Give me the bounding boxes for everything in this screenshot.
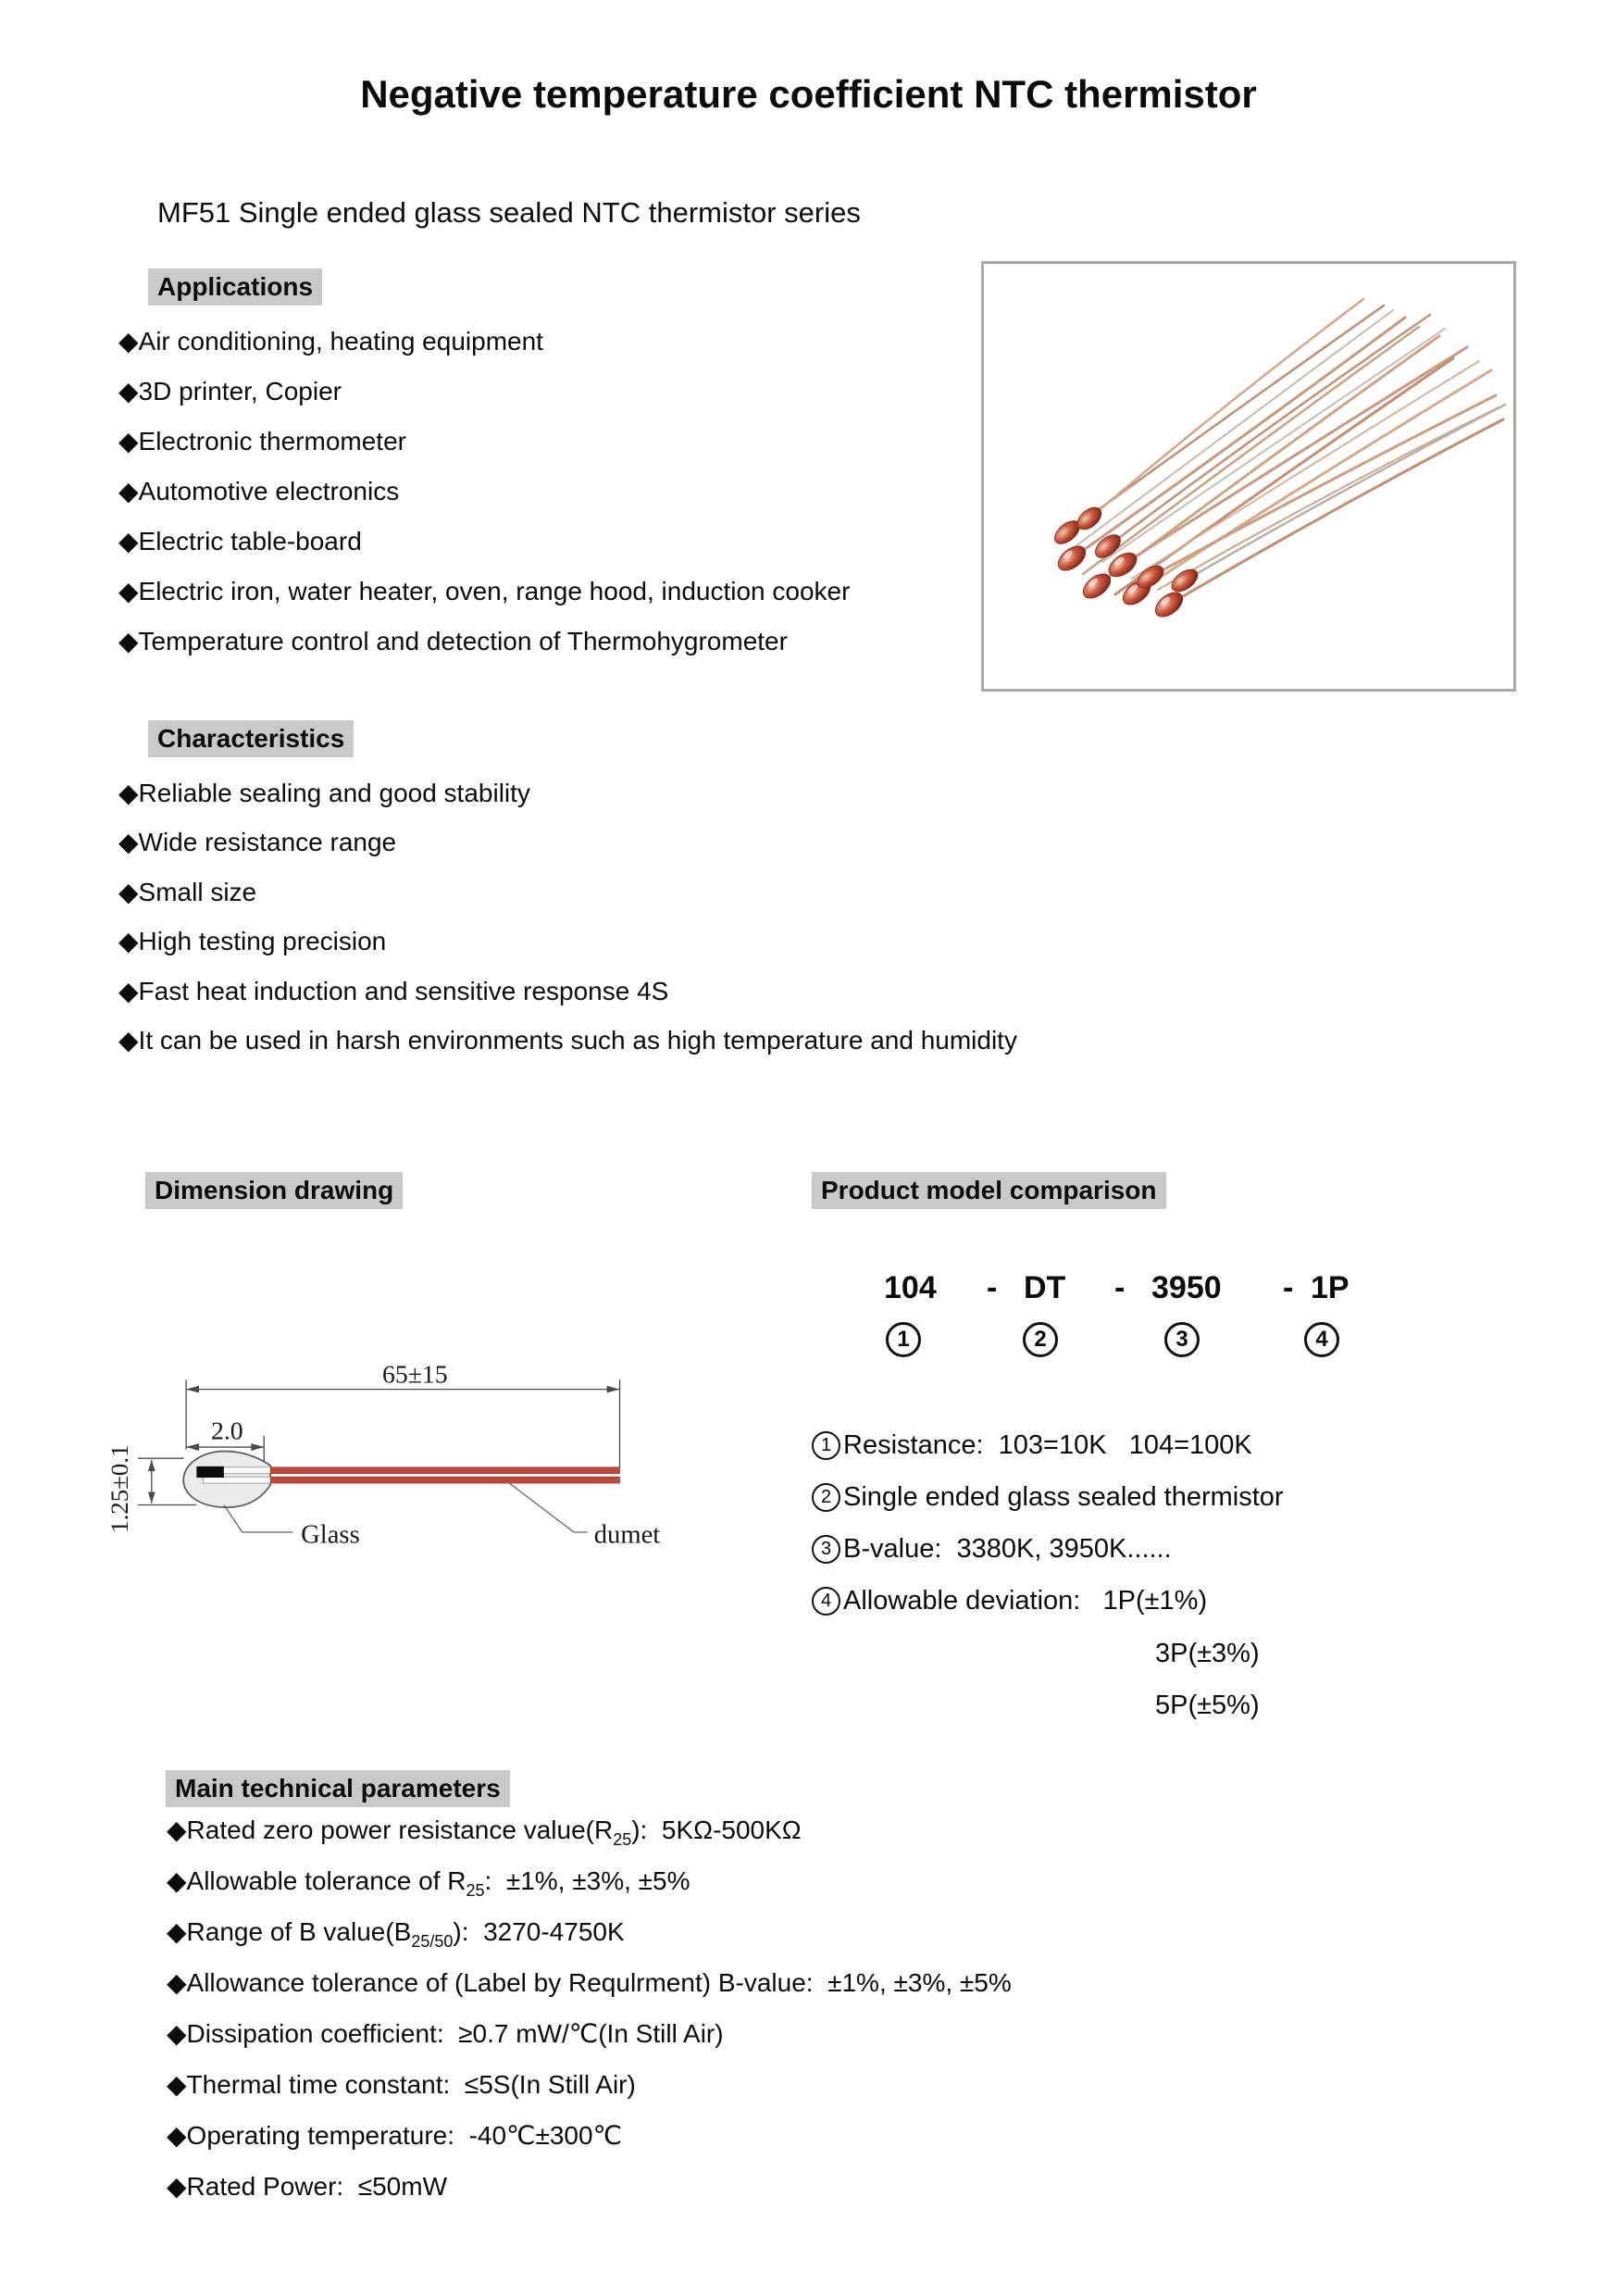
thermistor-bundle-photo — [984, 264, 1513, 689]
dimension-diagram — [102, 1324, 768, 1583]
characteristics-item: ◆High testing precision — [118, 927, 387, 955]
tech-item: ◆Dissipation coefficient: ≥0.7 mW/℃(In Still Air) — [167, 2019, 724, 2048]
dumet-leader-line — [507, 1481, 588, 1532]
circled-number-1: 1 — [886, 1322, 921, 1357]
model-separator: - — [1283, 1270, 1294, 1305]
circled-number-4: 4 — [812, 1587, 840, 1616]
tech-item: ◆Rated Power: ≤50mW — [167, 2172, 447, 2201]
applications-item: ◆Air conditioning, heating equipment — [118, 327, 543, 356]
model-part: 104 — [884, 1270, 937, 1305]
circled-number-3: 3 — [812, 1535, 840, 1564]
internal-lead — [203, 1477, 272, 1483]
circled-number-2: 2 — [1023, 1322, 1058, 1357]
model-note: 1 Resistance: 103=10K 104=100K — [812, 1430, 1252, 1461]
tech-item: ◆Rated zero power resistance $value(R_{25})$: 5KΩ-500KΩ — [167, 1816, 802, 1849]
characteristics-item: ◆Wide resistance range — [118, 828, 397, 856]
model-note-continuation: 3P(±3%) — [1155, 1639, 1260, 1668]
circled-number-3: 3 — [1164, 1322, 1200, 1357]
glass-label: Glass — [301, 1519, 360, 1550]
model-part: 1P — [1311, 1270, 1350, 1305]
characteristics-item: ◆Small size — [118, 878, 257, 906]
applications-item: ◆Electronic thermometer — [118, 427, 406, 455]
series-subtitle: MF51 Single ended glass sealed NTC thermistor series — [157, 196, 861, 229]
product-photo-frame — [981, 261, 1516, 692]
page-title: Negative temperature coefficient NTC thermistor — [360, 72, 1257, 116]
model-separator: - — [1114, 1270, 1126, 1305]
applications-item: ◆Electric table-board — [118, 527, 362, 555]
applications-item: ◆Automotive electronics — [118, 477, 400, 505]
lead-wire — [270, 1467, 619, 1474]
tech-item: ◆Thermal time constant: ≤5S(In Still Air) — [167, 2070, 636, 2099]
tech-parameters-heading: Main technical parameters — [166, 1770, 510, 1807]
dim-length-label: 65±15 — [381, 1360, 448, 1390]
lead-wire — [270, 1477, 619, 1483]
applications-item: ◆Electric iron, water heater, oven, range hood, induction cooker — [118, 577, 851, 605]
tech-item: ◆Allowance tolerance of (Label by Requlrment) B-value: ±1%, ±3%, ±5% — [167, 1968, 1012, 1997]
dumet-label: dumet — [593, 1519, 661, 1550]
model-separator: - — [987, 1270, 998, 1305]
model-part: 3950 — [1151, 1270, 1222, 1305]
model-note: 3 B-value: 3380K, 3950K...... — [812, 1534, 1172, 1565]
thermistor-chip — [196, 1466, 223, 1478]
tech-item: ◆Range of B $value(B_{25/50})$: 3270-4750K — [167, 1917, 625, 1951]
applications-item: ◆3D printer, Copier — [118, 377, 342, 406]
applications-heading: Applications — [148, 268, 322, 306]
model-comparison-heading: Product model comparison — [812, 1172, 1166, 1209]
circled-number-1: 1 — [812, 1431, 840, 1460]
circled-number-4: 4 — [1304, 1322, 1339, 1357]
circled-number-2: 2 — [812, 1483, 840, 1512]
dim-bead-length-label: 2.0 — [210, 1416, 243, 1446]
tech-item: ◆Allowable tolerance of $R_{25}$: ±1%, ±3%, ±5% — [167, 1866, 690, 1900]
tech-item: ◆Operating temperature: -40℃±300℃ — [167, 2121, 623, 2150]
glass-leader-line — [224, 1505, 293, 1532]
characteristics-item: ◆Fast heat induction and sensitive response 4S — [118, 977, 669, 1005]
characteristics-item: ◆Reliable sealing and good stability — [118, 779, 530, 807]
applications-item: ◆Temperature control and detection of Thermohygrometer — [118, 627, 788, 655]
model-part: DT — [1024, 1270, 1066, 1305]
model-note-continuation: 5P(±5%) — [1155, 1691, 1260, 1720]
model-note: 2 Single ended glass sealed thermistor — [812, 1482, 1284, 1513]
characteristics-item: ◆It can be used in harsh environments such as high temperature and humidity — [118, 1026, 1017, 1054]
dim-diameter-label: 1.25±0.1 — [105, 1444, 133, 1533]
model-note: 4 Allowable deviation: 1P(±1%) — [812, 1586, 1207, 1616]
characteristics-heading: Characteristics — [148, 720, 354, 757]
dimension-heading: Dimension drawing — [145, 1172, 403, 1209]
